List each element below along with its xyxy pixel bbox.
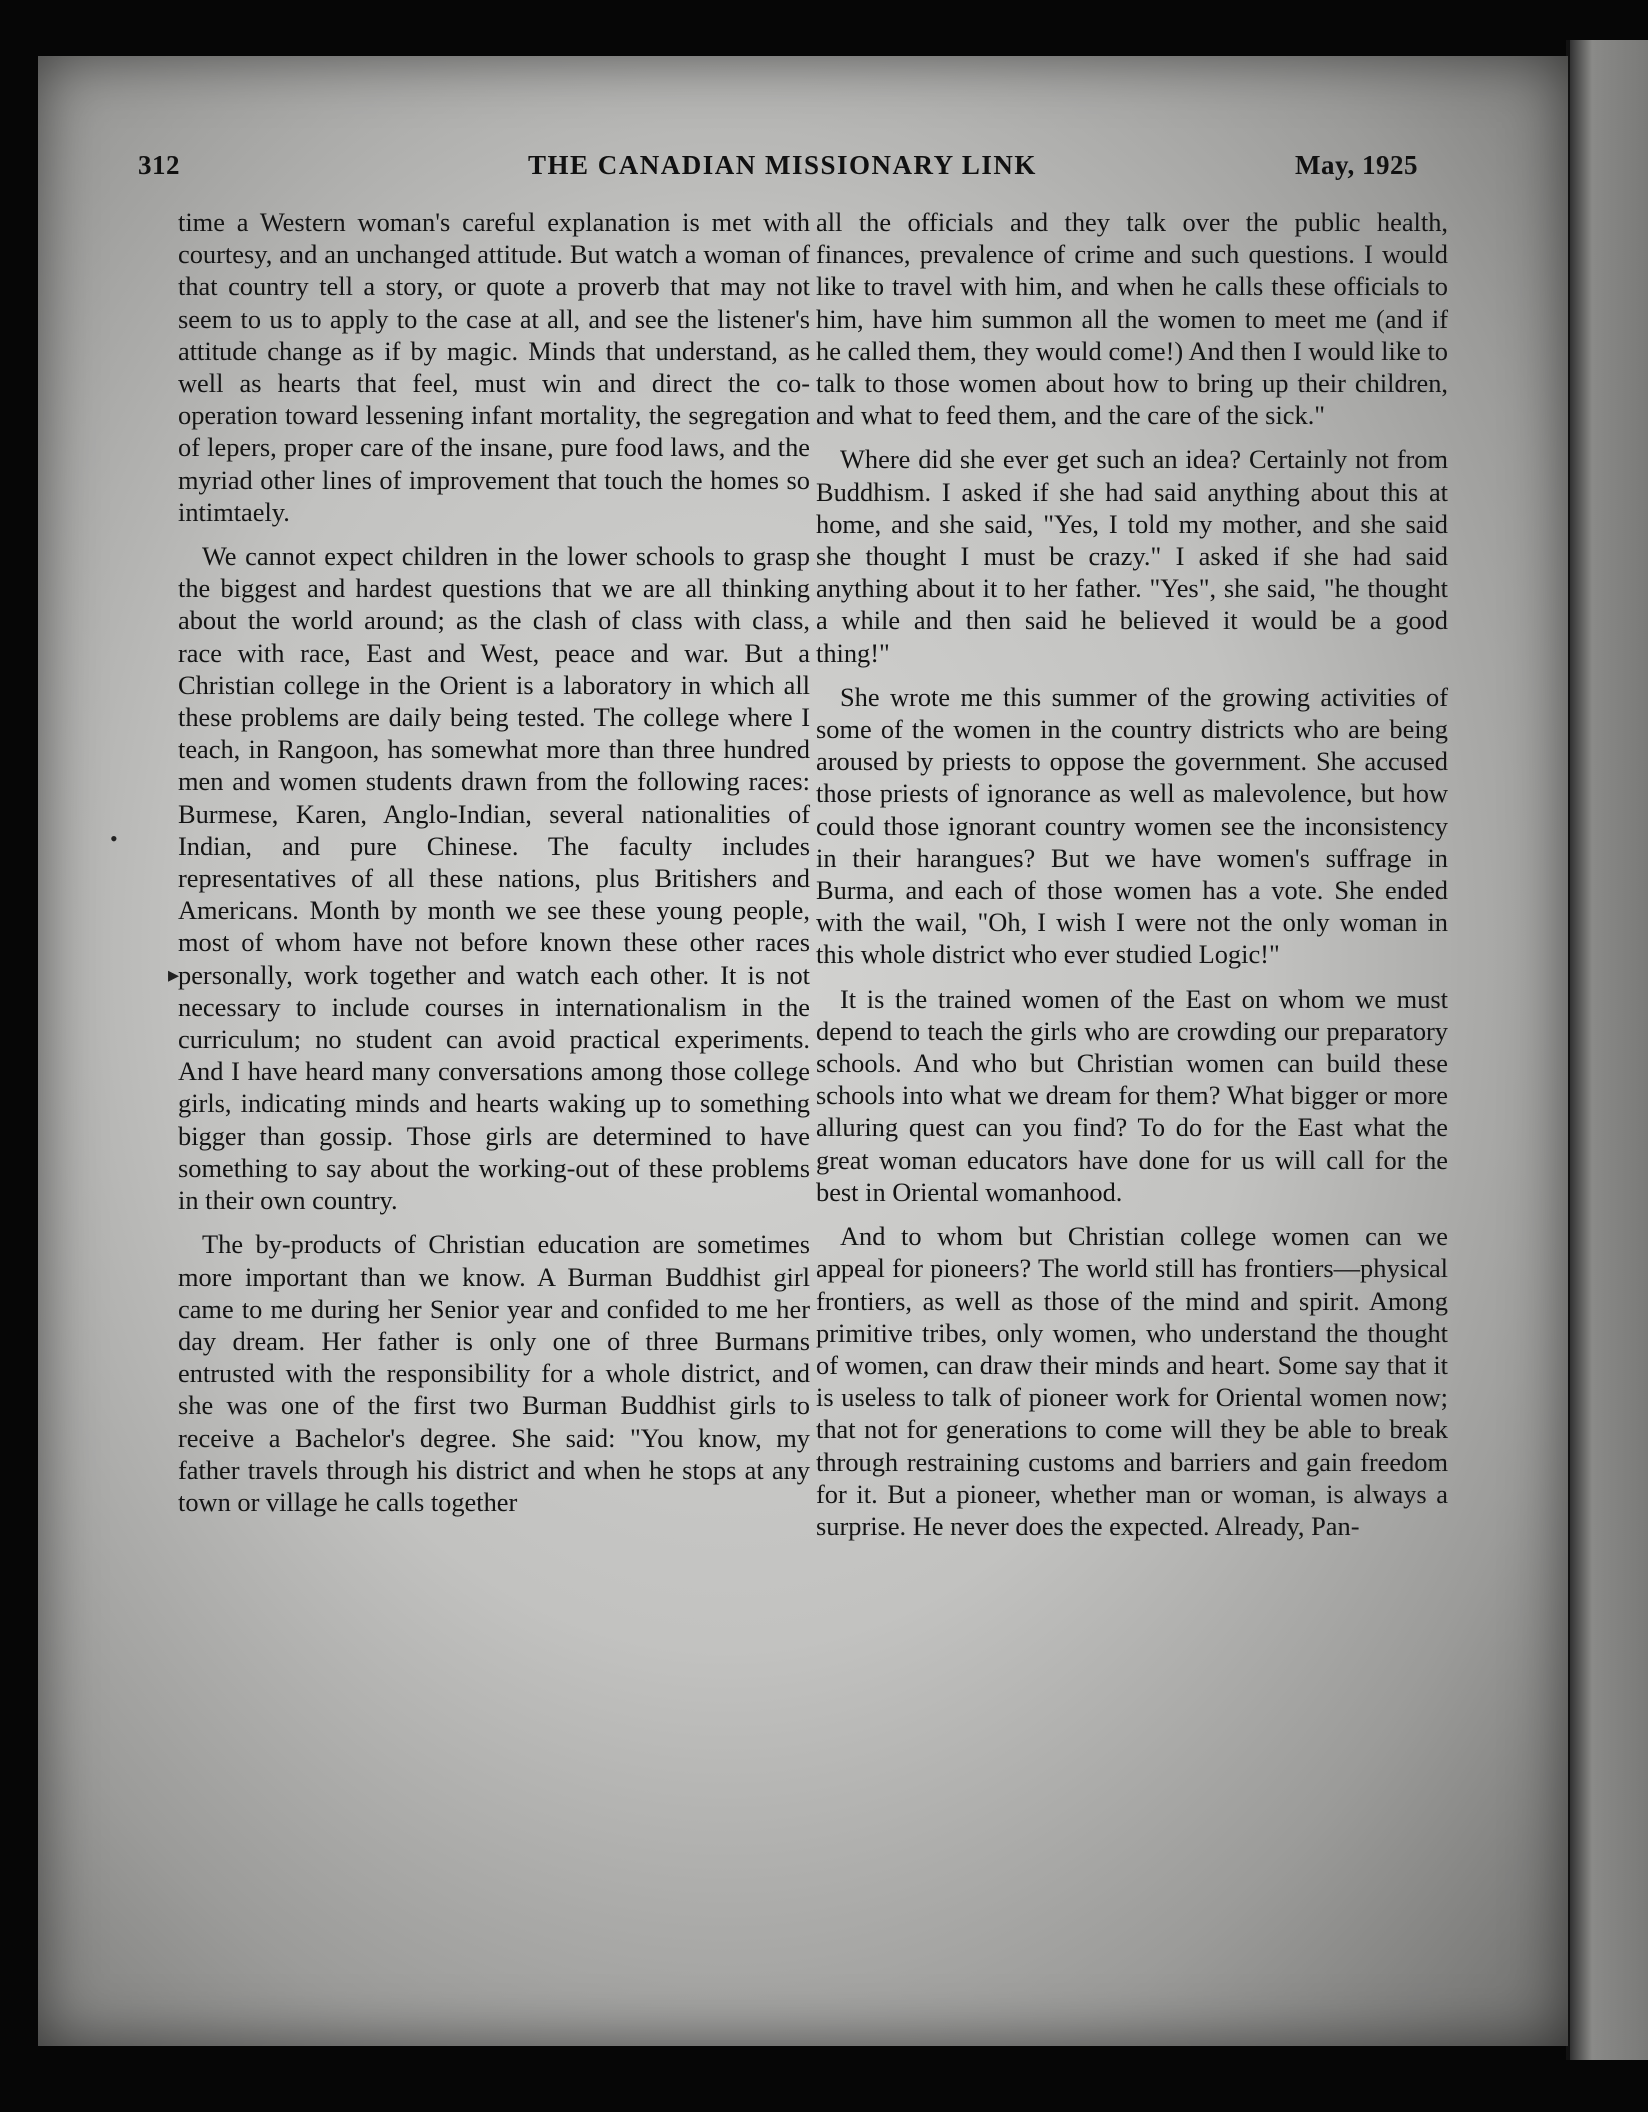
paragraph: She wrote me this summer of the growing activities of some of the women in the country districts who are being aroused by priests to oppose the government. She accused those priests of ignorance as well as malevolence, but how could those ignorant country women see the inconsistency in their harangues? But we have women's suffrage in Burma, and each of those women has a vote. She ended with the wail, "Oh, I wish I were not the only woman in this whole district who ever studied Logic!" [816, 681, 1448, 970]
facing-page-edge [1568, 40, 1648, 2060]
paragraph: It is the trained women of the East on whom we must depend to teach the girls who are crowding our preparatory schools. And who but Christian women can build these schools into what we dream for them? What bigger or more alluring quest can you find? To do for the East what the great woman educators have done for us will call for the best in Oriental womanhood. [816, 983, 1448, 1207]
paragraph: all the officials and they talk over the public health, finances, prevalence of crime and such questions. I would like to travel with him, and when he calls these officials to him, have him summon all the women to meet me (and if he called them, they would come!) And then I would like to talk to those women about how to bring up their children, and what to feed them, and the care of the sick." [816, 207, 1448, 431]
paragraph: The by-products of Christian education are sometimes more important than we know. A Burman Buddhist girl came to me during her Senior year and confided to me her day dream. Her father is only one of three Burmans entrusted with the responsibility for a whole district, and she was one of the first two Burman Buddhist girls to receive a Bachelor's degree. She said: "You know, my father travels through his district and when he stops at any town or village he calls together [178, 1229, 810, 1517]
paragraph: Where did she ever get such an idea? Certainly not from Buddhism. I asked if she had said anything about this at home, and she said, "Yes, I told my mother, and she said she thought I must be crazy." I asked if she had said anything about it to her father. "Yes", she said, "he thought a while and then said he believed it would be a good thing!" [816, 444, 1448, 668]
page-number: 312 [138, 150, 180, 180]
paragraph: We cannot expect children in the lower schools to grasp the biggest and hardest questions that we are all thinking about the world around; as the clash of class with class, race with race, East and West, peace and war. But a Christian college in the Orient is a laboratory in which all these problems are daily being tested. The college where I teach, in Rangoon, has somewhat more than three hundred men and women students drawn from the following races: Burmese, Karen, Anglo-Indian, several nationalities of Indian, and pure Chinese. The faculty includes representatives of all these nations, plus Britishers and Americans. Month by month we see these young people, most of whom have not before known these other races personally, work together and watch each other. It is not necessary to include courses in internationalism in the curriculum; no student can avoid practical experiments. And I have heard many conversations among those college girls, indicating minds and hearts waking up to something bigger than gossip. Those girls are determined to have something to say about the working-out of these problems in their own country. [178, 541, 810, 1216]
page-header [138, 150, 1418, 190]
issue-date: May, 1925 [1295, 150, 1418, 180]
left-column [178, 206, 810, 1530]
publication-title: THE CANADIAN MISSIONARY LINK [528, 150, 1037, 180]
right-column [816, 206, 1448, 1554]
paragraph: And to whom but Christian college women can we appeal for pioneers? The world still has frontiers—physical frontiers, as well as those of the mind and spirit. Among primitive tribes, only women, who understand the thought of women, can draw their minds and heart. Some say that it is useless to talk of pioneer work for Oriental women now; that not for generations to come will they be able to break through restraining customs and barriers and gain freedom for it. But a pioneer, whether man or woman, is always a surprise. He never does the expected. Already, Pan- [816, 1221, 1448, 1541]
paragraph: time a Western woman's careful explanation is met with courtesy, and an unchanged attitude. But watch a woman of that country tell a story, or quote a proverb that may not seem to us to apply to the case at all, and see the listener's attitude change as if by magic. Minds that understand, as well as hearts that feel, must win and direct the co-operation toward lessening infant mortality, the segregation of lepers, proper care of the insane, pure food laws, and the myriad other lines of improvement that touch the homes so intimtaely. [178, 207, 810, 527]
margin-arrow-mark: ▸ [168, 962, 180, 987]
margin-dot-mark: • [110, 826, 118, 851]
